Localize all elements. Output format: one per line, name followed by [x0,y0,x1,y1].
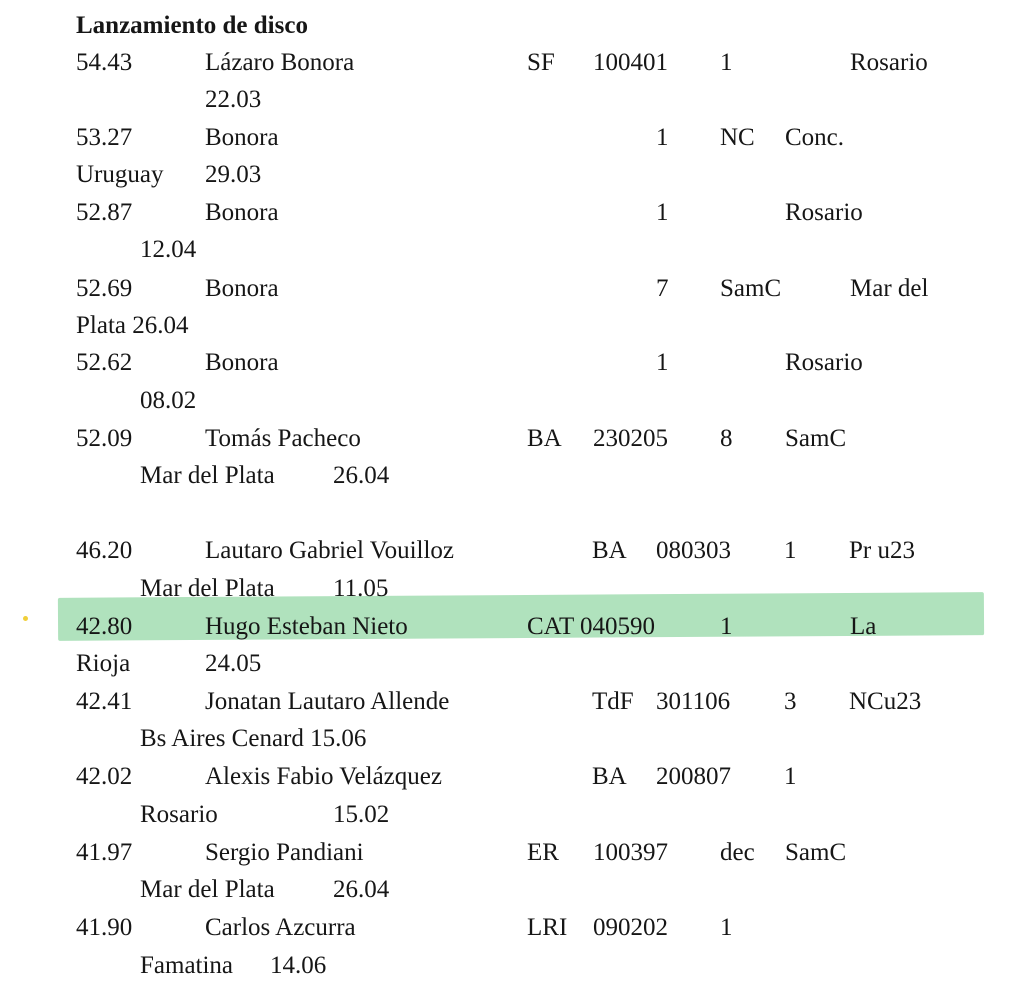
province: BA [592,763,627,790]
place: 1 [784,763,797,790]
date: 15.02 [333,801,390,828]
venue: Rosario [140,801,218,828]
athlete-name: Hugo Esteban Nieto [205,613,408,640]
competition: Pr u23 [849,537,915,564]
province: ER [527,839,559,866]
mark: 42.80 [76,613,133,640]
venue: Famatina [140,952,234,979]
place: 1 [720,49,733,76]
mark: 52.69 [76,275,133,302]
birth-date: 100397 [593,839,668,866]
date: 11.05 [333,575,389,602]
venue: Mar del Plata [140,462,275,489]
competition: SamC [785,839,847,866]
mark: 52.62 [76,349,133,376]
athlete-name: Bonora [205,275,279,302]
province: TdF [592,688,634,715]
mark: 52.09 [76,425,133,452]
venue-date: Bs Aires Cenard 15.06 [140,725,367,752]
venue: Rosario [785,199,863,226]
place: 8 [720,425,733,452]
athlete-name: Bonora [205,124,279,151]
athlete-name: Tomás Pacheco [205,425,361,452]
date: 29.03 [205,161,262,188]
venue: Rosario [785,349,863,376]
athlete-name: Lázaro Bonora [205,49,355,76]
date: 24.05 [205,650,262,677]
place: 1 [656,124,669,151]
venue: Mar del [850,275,929,302]
place: 1 [720,914,733,941]
birth-date: 080303 [656,537,731,564]
date: 26.04 [333,876,390,903]
page-title: Lanzamiento de disco [76,12,308,39]
birth-date: 200807 [656,763,731,790]
venue: Rosario [850,49,928,76]
province: SF [527,49,555,76]
mark: 41.97 [76,839,133,866]
place: 1 [784,537,797,564]
date: 14.06 [270,952,327,979]
athlete-name: Carlos Azcurra [205,914,356,941]
athlete-name: Jonatan Lautaro Allende [205,688,450,715]
athlete-name: Alexis Fabio Velázquez [205,763,442,790]
venue: Mar del Plata [140,876,275,903]
athlete-name: Bonora [205,199,279,226]
date: 12.04 [140,236,197,263]
competition: NC [720,124,755,151]
province: BA [592,537,627,564]
athlete-name: Lautaro Gabriel Vouilloz [205,537,455,564]
mark: 53.27 [76,124,133,151]
birth-date: 100401 [593,49,668,76]
venue: Conc. [785,124,845,151]
province: BA [527,425,562,452]
venue: Uruguay [76,161,164,188]
competition: NCu23 [849,688,922,715]
venue: Rioja [76,650,131,677]
birth-date: 230205 [593,425,668,452]
mark: 54.43 [76,49,133,76]
province-birth-date: CAT 040590 [527,613,656,640]
mark: 42.41 [76,688,133,715]
athlete-name: Sergio Pandiani [205,839,364,866]
birth-date: 090202 [593,914,668,941]
mark: 41.90 [76,914,133,941]
place: 1 [720,613,733,640]
date: 26.04 [333,462,390,489]
place: dec [720,839,755,866]
competition: SamC [785,425,847,452]
competition: SamC [720,275,782,302]
marker-dot [23,616,28,621]
mark: 52.87 [76,199,133,226]
province: LRI [527,914,568,941]
mark: 42.02 [76,763,133,790]
venue-date: Plata 26.04 [76,312,189,339]
mark: 46.20 [76,537,133,564]
place: 7 [656,275,669,302]
venue: Mar del Plata [140,575,275,602]
date: 08.02 [140,387,197,414]
athlete-name: Bonora [205,349,279,376]
date: 22.03 [205,86,262,113]
birth-date: 301106 [656,688,731,715]
place: 1 [656,349,669,376]
venue: La [850,613,877,640]
place: 3 [784,688,797,715]
place: 1 [656,199,669,226]
